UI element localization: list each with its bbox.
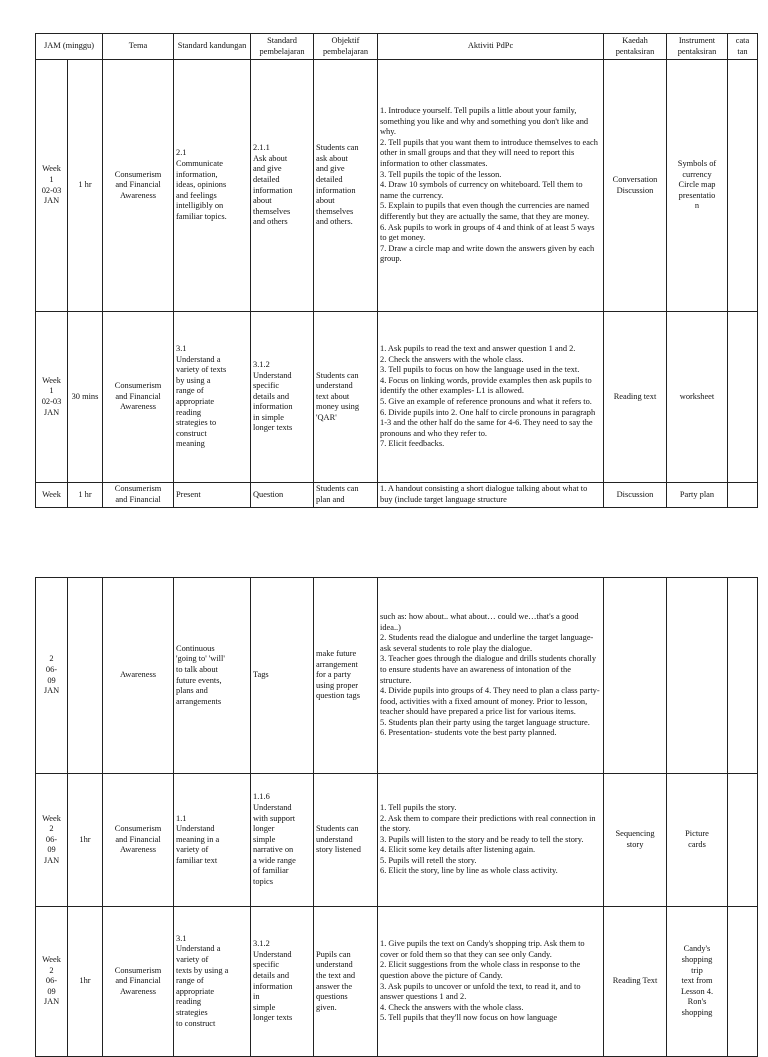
cell-standard-kandungan-line: 2.1	[176, 148, 187, 158]
cell-objektif-line: ask about	[316, 153, 348, 163]
cell-week	[36, 774, 68, 907]
cell-standard-kandungan-line: Continuous	[176, 643, 215, 653]
cell-theme-line: and Financial	[115, 180, 161, 190]
cell-week	[36, 483, 68, 508]
cell-instrument-line: currency	[682, 169, 712, 179]
cell-standard-kandungan-line: meaning in a	[176, 834, 220, 844]
cell-week-line: 09	[47, 986, 56, 996]
header-standard-kandungan: Standard kandungan	[174, 34, 251, 60]
header-jam: JAM (minggu)	[36, 34, 103, 60]
cell-aktiviti-line: 5. Students plan their party using the target language structure.	[380, 717, 590, 727]
cell-objektif-line: Students can	[316, 484, 359, 494]
cell-aktiviti-line: 5. Explain to pupils that even though the currencies are named differently but they are actually the same, that they are money.	[380, 201, 590, 221]
cell-instrument-line: presentatio	[678, 190, 716, 200]
cell-standard-kandungan-line: to construct	[176, 1018, 216, 1028]
cell-week-line: 02-03	[41, 185, 62, 195]
cell-instrument-line: text from	[681, 976, 713, 986]
cell-standard-kandungan-line: 1.1	[176, 813, 187, 823]
cell-instrument-line: Lesson 4.	[680, 986, 714, 996]
cell-instrument-line: trip	[691, 965, 703, 975]
cell-instrument-line: n	[694, 201, 700, 211]
cell-catatan	[728, 907, 758, 1057]
header-tema: Tema	[103, 34, 174, 60]
cell-theme	[103, 312, 174, 483]
cell-standard-kandungan-line: by using a	[176, 375, 211, 385]
cell-standard-pembelajaran-line: in	[253, 992, 260, 1002]
cell-week-line: JAN	[43, 855, 60, 865]
cell-objektif-line: themselves	[316, 206, 354, 216]
cell-standard-kandungan-line: 3.1	[176, 933, 187, 943]
cell-week-line: JAN	[43, 997, 60, 1007]
cell-objektif	[314, 60, 378, 312]
cell-standard-pembelajaran	[251, 60, 314, 312]
cell-objektif-line: Students can	[316, 824, 359, 834]
lesson-plan-table-page-2	[35, 577, 758, 1057]
cell-instrument	[667, 578, 728, 774]
cell-standard-kandungan-line: and feelings	[176, 190, 217, 200]
cell-instrument-line: shopping	[681, 955, 713, 965]
cell-aktiviti-line: 2. Ask them to compare their predictions with real connection in the story.	[380, 813, 596, 834]
cell-aktiviti-line: 2. Elicit suggestions from the whole class in response to the question above the picture of Candy.	[380, 960, 581, 980]
cell-standard-pembelajaran-line: Ask about	[253, 153, 288, 163]
cell-standard-pembelajaran-line: Question	[253, 489, 284, 499]
cell-aktiviti-line: 1. Ask pupils to read the text and answer question 1 and 2.	[380, 344, 576, 354]
cell-aktiviti-line: 7. Draw a circle map and write down the answers given by each group.	[380, 243, 595, 264]
cell-objektif-line: given.	[316, 1002, 337, 1012]
cell-week-line: 2	[49, 965, 54, 975]
table-row	[36, 907, 758, 1057]
cell-standard-pembelajaran-line: 1.1.6	[253, 792, 270, 802]
cell-standard-pembelajaran-line: information	[253, 981, 293, 991]
cell-kaedah-line: Reading Text	[612, 976, 658, 986]
cell-instrument-line: Symbols of	[677, 159, 717, 169]
cell-theme-line: Awareness	[120, 402, 156, 412]
cell-objektif-line: make future	[316, 649, 357, 659]
cell-theme-line: Consumerism	[114, 381, 162, 391]
cell-instrument-line: Party plan	[679, 489, 715, 499]
cell-theme-line: and Financial	[115, 391, 161, 401]
cell-standard-pembelajaran	[251, 774, 314, 907]
cell-standard-kandungan-line: familiar topics.	[176, 211, 227, 221]
cell-aktiviti-line: 2. Students read the dialogue and underline the target language- ask several students to role play the dialogue.	[380, 633, 594, 653]
cell-objektif-line: plan and	[316, 495, 345, 504]
cell-kaedah	[604, 312, 667, 483]
table-row	[36, 774, 758, 907]
cell-standard-pembelajaran-line: information	[253, 402, 293, 412]
cell-aktiviti-line: 2. Tell pupils that you want them to introduce themselves to each other in small groups and that they will need to report this information to other classmates.	[380, 137, 598, 169]
cell-aktiviti	[378, 578, 604, 774]
cell-standard-pembelajaran-line: longer	[253, 824, 275, 834]
cell-standard-pembelajaran-line: specific	[253, 381, 280, 391]
cell-week-line: JAN	[43, 686, 60, 696]
cell-aktiviti-line: 2. Check the answers with the whole class.	[380, 354, 524, 364]
cell-aktiviti-line: 6. Elicit the story, line by line as whole class activity.	[380, 866, 558, 876]
cell-standard-kandungan-line: variety of	[176, 955, 209, 965]
cell-theme-line: and Financial	[115, 976, 161, 986]
cell-duration: 1 hr	[68, 483, 103, 508]
cell-week-line: Week	[42, 489, 61, 499]
cell-objektif-line: Students can	[316, 143, 359, 153]
cell-objektif-line: and give	[316, 164, 345, 174]
cell-objektif	[314, 774, 378, 907]
cell-theme	[103, 907, 174, 1057]
cell-standard-pembelajaran-line: 2.1.1	[253, 143, 270, 153]
cell-week	[36, 578, 68, 774]
cell-standard-kandungan-line: variety of	[176, 845, 209, 855]
cell-standard-pembelajaran-line: details and	[253, 391, 290, 401]
cell-standard-kandungan-line: familiar text	[176, 855, 218, 865]
cell-standard-kandungan	[174, 774, 251, 907]
cell-standard-kandungan-line: reading	[176, 407, 202, 417]
cell-standard-kandungan-line: to talk about	[176, 664, 218, 674]
cell-theme-line: and Financial	[115, 834, 161, 844]
cell-standard-pembelajaran	[251, 312, 314, 483]
cell-standard-pembelajaran-line: longer texts	[253, 1013, 293, 1023]
cell-objektif-line: story listened	[316, 845, 361, 855]
cell-objektif-line: money using	[316, 402, 360, 412]
cell-aktiviti-line: 1. A handout consisting a short dialogue talking about what to buy (include target language structure	[380, 484, 588, 504]
cell-objektif-line: understand	[316, 381, 353, 391]
cell-standard-kandungan-line: range of	[176, 976, 204, 986]
table-body-page-1	[36, 60, 758, 508]
cell-theme	[103, 483, 174, 508]
table-body-page-2	[36, 578, 758, 1057]
cell-kaedah	[604, 578, 667, 774]
cell-aktiviti	[378, 60, 604, 312]
header-catatan: cata tan	[728, 34, 758, 60]
cell-objektif-line: the text and	[316, 970, 356, 980]
cell-standard-kandungan-line: future events,	[176, 675, 222, 685]
cell-objektif-line: about	[316, 196, 335, 206]
cell-standard-pembelajaran-line: with support	[253, 813, 296, 823]
cell-duration: 30 mins	[68, 312, 103, 483]
cell-standard-kandungan-line: 'going to' 'will'	[176, 654, 225, 664]
cell-aktiviti-line: 4. Elicit some key details after listening again.	[380, 845, 536, 855]
cell-objektif-line: understand	[316, 960, 353, 970]
cell-standard-kandungan-line: strategies	[176, 1007, 208, 1017]
cell-catatan	[728, 60, 758, 312]
cell-objektif-line: using proper	[316, 680, 359, 690]
cell-instrument	[667, 483, 728, 508]
cell-week-line: 2	[49, 654, 54, 664]
cell-theme	[103, 774, 174, 907]
cell-aktiviti-line: 4. Draw 10 symbols of currency on whiteboard. Tell them to name the currency.	[380, 180, 583, 200]
cell-instrument-line: Ron's	[687, 997, 707, 1007]
cell-theme-line: Consumerism	[114, 169, 162, 179]
cell-kaedah-line: Reading text	[613, 391, 657, 401]
cell-aktiviti-line: 3. Teacher goes through the dialogue and drills students chorally to ensure students have an awareness of intonation of the structure.	[380, 654, 597, 685]
cell-standard-kandungan-line: information,	[176, 169, 218, 179]
cell-standard-pembelajaran-line: specific	[253, 960, 280, 970]
cell-aktiviti-line: 7. Elicit feedbacks.	[380, 439, 445, 449]
cell-duration	[68, 578, 103, 774]
cell-kaedah	[604, 907, 667, 1057]
cell-duration: 1hr	[68, 774, 103, 907]
cell-week-line: Week	[42, 164, 61, 174]
cell-standard-kandungan-line: reading	[176, 997, 202, 1007]
cell-standard-pembelajaran	[251, 578, 314, 774]
cell-standard-kandungan	[174, 483, 251, 508]
table-row	[36, 578, 758, 774]
cell-aktiviti	[378, 907, 604, 1057]
cell-standard-pembelajaran-line: a wide range	[253, 855, 296, 865]
cell-standard-pembelajaran-line: 3.1.2	[253, 359, 270, 369]
cell-aktiviti-line: 3. Ask pupils to uncover or unfold the text, to read it, and to answer questions 1 and 2.	[380, 981, 581, 1002]
cell-kaedah-line: story	[626, 840, 644, 849]
cell-objektif	[314, 483, 378, 508]
cell-objektif-line: understand	[316, 834, 353, 844]
table-row	[36, 60, 758, 312]
cell-standard-pembelajaran-line: Understand	[253, 802, 292, 812]
cell-theme-line: Awareness	[120, 190, 156, 200]
cell-standard-kandungan-line: range of	[176, 386, 204, 396]
cell-instrument	[667, 774, 728, 907]
cell-standard-pembelajaran-line: about	[253, 196, 272, 206]
header-instrument: Instrument pentaksiran	[667, 34, 728, 60]
cell-aktiviti-line: 6. Presentation- students vote the best party planned.	[380, 728, 557, 738]
cell-standard-pembelajaran-line: details and	[253, 970, 290, 980]
cell-instrument-line: Picture	[685, 829, 709, 839]
header-kaedah: Kaedah pentaksiran	[604, 34, 667, 60]
cell-instrument	[667, 60, 728, 312]
cell-week-line: 1	[49, 174, 54, 184]
cell-aktiviti-line: 3. Pupils will listen to the story and be ready to tell the story.	[380, 834, 584, 844]
cell-objektif-line: information	[316, 185, 356, 195]
cell-standard-kandungan	[174, 312, 251, 483]
header-aktiviti: Aktiviti PdPc	[378, 34, 604, 60]
cell-kaedah-line: Conversation	[612, 174, 658, 184]
cell-aktiviti-line: 5. Pupils will retell the story.	[380, 855, 477, 865]
cell-instrument	[667, 907, 728, 1057]
table-header-row	[36, 34, 758, 60]
cell-standard-pembelajaran-line: topics	[253, 877, 274, 887]
cell-standard-kandungan-line: Present	[176, 489, 201, 499]
cell-standard-kandungan-line: appropriate	[176, 986, 215, 996]
cell-standard-pembelajaran-line: narrative on	[253, 845, 294, 855]
cell-kaedah	[604, 483, 667, 508]
cell-aktiviti-line: 1. Tell pupils the story.	[380, 802, 457, 812]
cell-week-line: Week	[42, 955, 61, 965]
header-standard-pembelajaran: Standard pembelajaran	[251, 34, 314, 60]
cell-standard-pembelajaran	[251, 907, 314, 1057]
cell-standard-kandungan-line: meaning	[176, 439, 205, 449]
cell-standard-pembelajaran	[251, 483, 314, 508]
cell-theme	[103, 578, 174, 774]
cell-catatan	[728, 774, 758, 907]
cell-aktiviti	[378, 483, 604, 508]
cell-objektif-line: 'QAR'	[316, 412, 337, 422]
cell-duration: 1hr	[68, 907, 103, 1057]
cell-theme	[103, 60, 174, 312]
cell-objektif-line: questions	[316, 992, 348, 1002]
cell-aktiviti-line: such as: how about.. what about… could we…that's a good idea..)	[380, 611, 579, 632]
cell-week	[36, 60, 68, 312]
cell-aktiviti-line: 5. Give an example of reference pronouns and what it refers to.	[380, 397, 592, 406]
cell-objektif-line: detailed	[316, 174, 343, 184]
cell-standard-kandungan	[174, 60, 251, 312]
cell-kaedah	[604, 774, 667, 907]
cell-kaedah-line: Discussion	[616, 489, 654, 499]
cell-standard-kandungan-line: Communicate	[176, 159, 223, 169]
cell-week-line: 06-	[45, 664, 58, 674]
cell-objektif	[314, 578, 378, 774]
cell-objektif-line: and others.	[316, 217, 353, 227]
cell-theme-line: Consumerism	[114, 965, 162, 975]
cell-catatan	[728, 312, 758, 483]
cell-standard-kandungan-line: Understand a	[176, 944, 221, 954]
cell-standard-kandungan-line: plans and	[176, 686, 208, 696]
cell-standard-pembelajaran-line: Understand	[253, 949, 292, 959]
cell-standard-kandungan-line: ideas, opinions	[176, 180, 227, 190]
cell-objektif-line: arrangement	[316, 659, 358, 669]
table-row	[36, 483, 758, 508]
cell-standard-pembelajaran-line: Understand	[253, 370, 292, 380]
cell-standard-kandungan	[174, 578, 251, 774]
cell-standard-pembelajaran-line: detailed	[253, 174, 280, 184]
cell-week-line: 02-03	[41, 397, 62, 406]
table-row	[36, 312, 758, 483]
cell-standard-kandungan-line: appropriate	[176, 397, 215, 406]
cell-standard-pembelajaran-line: information	[253, 185, 293, 195]
cell-instrument-line: Circle map	[678, 180, 716, 190]
cell-duration: 1 hr	[68, 60, 103, 312]
cell-aktiviti	[378, 312, 604, 483]
cell-week-line: JAN	[43, 407, 60, 417]
header-objektif: Objektif pembelajaran	[314, 34, 378, 60]
cell-standard-pembelajaran-line: themselves	[253, 206, 291, 216]
cell-standard-kandungan-line: texts by using a	[176, 965, 229, 975]
cell-objektif-line: Students can	[316, 370, 359, 380]
cell-theme-line: Awareness	[120, 670, 156, 680]
cell-instrument-line: Candy's	[683, 944, 711, 954]
cell-week	[36, 907, 68, 1057]
cell-week-line: 06-	[45, 834, 58, 844]
cell-aktiviti-line: 4. Divide pupils into groups of 4. They need to plan a class party- food, activities with a fixed amount of money. Prior to lesson, teacher should have prepared a price list for various items.	[380, 686, 600, 717]
cell-aktiviti-line: 6. Divide pupils into 2. One half to circle pronouns in paragraph 1-3 and the other half do the same for 4-6. They need to say the pronouns and who they refer to.	[380, 407, 596, 438]
cell-week-line: 09	[47, 845, 56, 855]
cell-instrument-line: shopping	[681, 1007, 713, 1017]
cell-standard-kandungan-line: arrangements	[176, 696, 222, 706]
cell-standard-kandungan-line: Understand	[176, 824, 215, 834]
cell-standard-kandungan	[174, 907, 251, 1057]
cell-kaedah	[604, 60, 667, 312]
cell-standard-pembelajaran-line: longer texts	[253, 423, 293, 433]
cell-standard-pembelajaran-line: and give	[253, 164, 282, 174]
cell-objektif-line: text about	[316, 391, 350, 401]
cell-aktiviti-line: 4. Check the answers with the whole class.	[380, 1002, 524, 1012]
cell-theme-line: Consumerism	[114, 824, 162, 834]
cell-standard-pembelajaran-line: simple	[253, 1002, 276, 1012]
cell-aktiviti-line: 1. Give pupils the text on Candy's shopping trip. Ask them to cover or fold them so that they can see only Candy.	[380, 939, 585, 959]
cell-standard-kandungan-line: construct	[176, 428, 207, 438]
cell-theme-line: Consumerism	[114, 484, 162, 494]
cell-objektif-line: question tags	[316, 691, 360, 701]
cell-standard-kandungan-line: intelligibly on	[176, 201, 224, 211]
cell-instrument-line: cards	[688, 840, 706, 849]
cell-week	[36, 312, 68, 483]
cell-theme-line: Awareness	[120, 845, 156, 855]
cell-catatan	[728, 578, 758, 774]
cell-objektif	[314, 907, 378, 1057]
cell-standard-pembelajaran-line: simple	[253, 834, 276, 844]
cell-theme-line: and Financial	[115, 495, 161, 504]
cell-standard-pembelajaran-line: and others	[253, 217, 288, 227]
cell-kaedah-line: Discussion	[616, 185, 654, 195]
cell-week-line: 2	[49, 824, 54, 834]
cell-standard-pembelajaran-line: of familiar	[253, 866, 289, 876]
cell-aktiviti-line: 5. Tell pupils that they'll now focus on how language	[380, 1013, 558, 1023]
cell-aktiviti-line: 6. Ask pupils to work in groups of 4 and think of at least 5 ways to get money.	[380, 222, 595, 243]
cell-standard-kandungan-line: strategies to	[176, 418, 217, 428]
cell-week-line: JAN	[43, 196, 60, 206]
cell-theme-line: Awareness	[120, 986, 156, 996]
document-page-2	[0, 540, 768, 1028]
cell-objektif	[314, 312, 378, 483]
cell-week-line: Week	[42, 375, 61, 385]
cell-standard-kandungan-line: 3.1	[176, 344, 187, 354]
cell-instrument	[667, 312, 728, 483]
cell-objektif-line: Pupils can	[316, 949, 351, 959]
cell-week-line: Week	[42, 813, 61, 823]
cell-aktiviti	[378, 774, 604, 907]
cell-week-line: 06-	[45, 976, 58, 986]
lesson-plan-table-page-1	[35, 33, 758, 508]
cell-aktiviti-line: 3. Tell pupils the topic of the lesson.	[380, 169, 502, 179]
cell-instrument-line: worksheet	[679, 391, 715, 401]
cell-aktiviti-line: 4. Focus on linking words, provide examples then ask pupils to identify the other examples- L1 is allowed.	[380, 375, 592, 396]
cell-aktiviti-line: 3. Tell pupils to focus on how the language used in the text.	[380, 365, 580, 375]
cell-week-line: 09	[47, 675, 56, 685]
cell-standard-pembelajaran-line: Tags	[253, 670, 269, 680]
cell-standard-kandungan-line: variety of texts	[176, 365, 227, 375]
cell-standard-pembelajaran-line: 3.1.2	[253, 939, 270, 949]
cell-standard-kandungan-line: Understand a	[176, 354, 221, 364]
cell-week-line: 1	[49, 386, 54, 396]
cell-objektif-line: answer the	[316, 981, 353, 991]
cell-kaedah-line: Sequencing	[615, 829, 655, 839]
cell-catatan	[728, 483, 758, 508]
cell-objektif-line: for a party	[316, 670, 351, 680]
cell-aktiviti-line: 1. Introduce yourself. Tell pupils a little about your family, something you like and why and something you don't like and why.	[380, 106, 589, 137]
cell-standard-pembelajaran-line: in simple	[253, 412, 284, 422]
